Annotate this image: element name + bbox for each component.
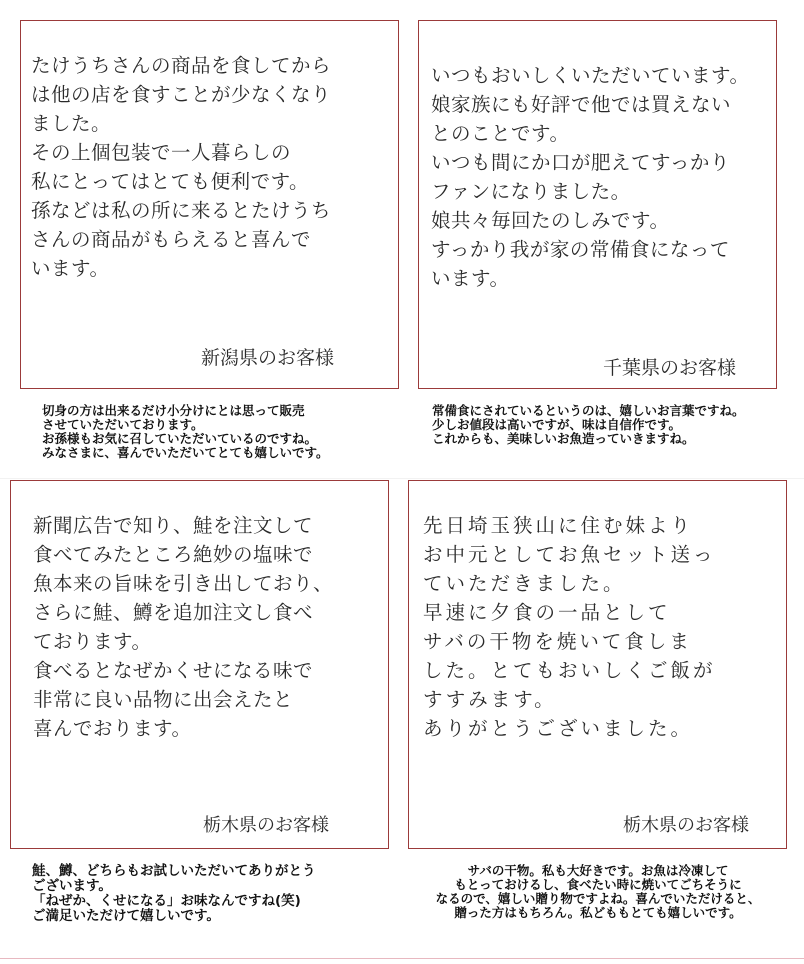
reply-line: 少しお値段は高いですが、味は自信作です。 (432, 417, 682, 432)
reply-line: ございます。 (32, 878, 112, 894)
testimonial-card-chiba (418, 20, 777, 389)
shop-reply-tochigi-2 (408, 864, 788, 920)
reply-line: ご満足いただけて嬉しいです。 (32, 908, 220, 924)
testimonial-line: さんの商品がもらえると喜んで (31, 228, 312, 251)
testimonial-line: 非常に良い品物に出会えたと (33, 688, 294, 711)
testimonial-text (33, 511, 382, 743)
customer-signature: 新潟県のお客様 (201, 347, 335, 369)
testimonial-line: 新聞広告で知り、鮭を注文して (33, 514, 314, 537)
shop-reply-niigata (42, 404, 329, 460)
testimonial-line: 先日埼玉狭山に住む妹より (423, 514, 694, 537)
footer-divider (0, 958, 804, 959)
testimonial-line: 娘家族にも好評で他では買えない (431, 93, 732, 116)
customer-signature: 栃木県のお客様 (623, 815, 749, 836)
testimonial-line: すすみます。 (423, 688, 557, 711)
testimonial-line: サバの干物を焼いて食しま (423, 630, 692, 653)
testimonial-line: その上個包装で一人暮らしの (31, 141, 292, 164)
testimonial-line: ております。 (33, 630, 152, 653)
testimonial-line: さらに鮭、鱒を追加注文し食べ (33, 601, 314, 624)
testimonial-card-tochigi-1 (10, 480, 389, 849)
reply-line: 「ねぜか、くせになる」お味なんですね(笑) (32, 893, 301, 909)
testimonial-line: ファンになりました。 (431, 180, 631, 203)
testimonial-line: 私にとってはとても便利です。 (31, 170, 310, 193)
testimonial-line: 食べるとなぜかくせになる味で (33, 659, 314, 682)
customer-signature: 千葉県のお客様 (603, 357, 737, 379)
reply-line: もとっておけるし、食べたい時に焼いてごちそうに (454, 877, 742, 892)
testimonial-line: 食べてみたところ絶妙の塩味で (33, 543, 314, 566)
shop-reply-tochigi-1 (32, 864, 316, 924)
reply-line: 切身の方は出来るだけ小分けにとは思って販売 (42, 403, 305, 418)
testimonial-line: した。とてもおいしくご飯が (423, 659, 716, 682)
testimonial-card-tochigi-2 (408, 480, 787, 849)
testimonial-text (423, 511, 780, 743)
customer-signature: 栃木県のお客様 (203, 815, 329, 836)
reply-line: これからも、美味しいお魚造っていきますね。 (432, 431, 695, 446)
testimonial-line: 早速に夕食の一品として (423, 601, 671, 624)
reply-line: 常備食にされているというのは、嬉しいお言葉ですね。 (432, 403, 745, 418)
reply-line: お孫様もお気に召していただいているのですね。 (42, 431, 318, 446)
testimonial-line: お中元としてお魚セット送っ (423, 543, 716, 566)
reply-line: なるので、嬉しい贈り物ですよね。喜んでいただけると、 (435, 891, 761, 906)
testimonial-line: は他の店を食すことが少なくなり (31, 83, 332, 106)
reply-line: させていただいております。 (42, 417, 204, 432)
testimonial-line: います。 (431, 267, 510, 290)
testimonial-line: とのことです。 (431, 122, 570, 145)
testimonial-line: 喜んでおります。 (33, 717, 192, 740)
testimonial-line: います。 (31, 257, 110, 280)
testimonial-line: ました。 (31, 112, 112, 135)
testimonial-line: 孫などは私の所に来るとたけうち (31, 199, 332, 222)
testimonial-line: たけうちさんの商品を食してから (31, 54, 332, 77)
testimonial-line: ありがとうございました。 (423, 717, 694, 740)
reply-line: 贈った方はもちろん。私どももとても嬉しいです。 (454, 905, 742, 920)
testimonial-line: いつも間にか口が肥えてすっかり (431, 151, 730, 174)
reply-line: みなさまに、喜んでいただいてとても嬉しいです。 (42, 445, 329, 460)
testimonial-line: すっかり我が家の常備食になって (431, 238, 730, 261)
reply-line: サバの干物。私も大好きです。お魚は冷凍して (467, 863, 729, 878)
section-divider (0, 478, 804, 479)
testimonial-line: ていただきました。 (423, 572, 626, 595)
testimonial-text (31, 51, 392, 283)
testimonial-card-niigata (20, 20, 399, 389)
testimonial-line: いつもおいしくいただいています。 (431, 64, 750, 87)
testimonial-text (431, 61, 770, 293)
testimonial-line: 魚本来の旨味を引き出しており、 (33, 572, 334, 595)
testimonial-line: 娘共々毎回たのしみです。 (431, 209, 670, 232)
reply-line: 鮭、鱒、どちらもお試しいただいてありがとう (32, 863, 316, 879)
shop-reply-chiba (432, 404, 745, 446)
